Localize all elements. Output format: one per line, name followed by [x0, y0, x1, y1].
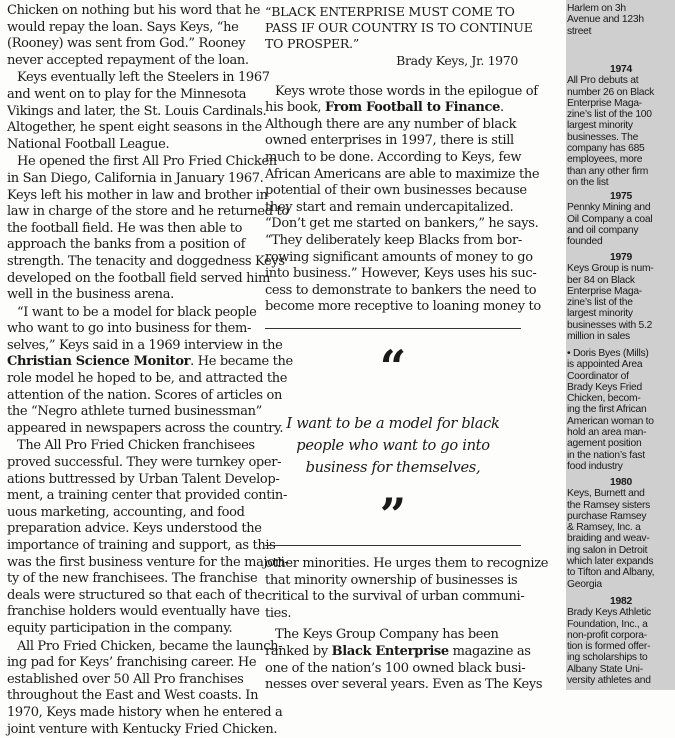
text-line: largest minority: [567, 120, 633, 132]
text-line: and went on to play for the Minnesota: [7, 86, 247, 102]
text-line: food industry: [567, 460, 623, 472]
book-title: From Football to Finance: [324, 100, 501, 116]
pull-quote-text: [265, 413, 521, 479]
text-line: businesses. The: [567, 131, 639, 143]
text-line: non-profit corpora-: [567, 629, 647, 641]
paragraph: [7, 304, 293, 438]
paragraph: [7, 638, 283, 738]
text-line: the football field. He was then able to: [7, 220, 243, 236]
text-line: and oil company: [567, 224, 639, 236]
open-quote-mark: “: [379, 340, 407, 394]
text-line: Chicken, becom-: [567, 393, 641, 405]
text-line: ations buttressed by Urban Talent Develop-: [7, 471, 280, 487]
timeline-entry-1982: [567, 596, 675, 686]
text-line: importance of training and support, as this: [7, 538, 276, 553]
timeline-entry-1980: [567, 477, 675, 590]
text-line: zine’s list of the 100: [567, 109, 652, 121]
text-line: employees, more: [567, 154, 643, 166]
text-line: Albany State Uni-: [567, 663, 643, 675]
text-line: Keys left his mother in law and brother in: [7, 187, 268, 203]
quote-attribution: Brady Keys, Jr. 1970: [396, 53, 518, 68]
text-line: “I want to be a model for black people: [17, 304, 257, 320]
text-line: business for themselves,: [305, 459, 481, 476]
text-line: ty of the new franchisees. The franchise: [7, 571, 258, 587]
text-line: deals were structured so that each of the: [7, 587, 265, 603]
text-line: Oil Company a coal: [567, 213, 653, 225]
text-line: Georgia: [567, 578, 602, 590]
text-line: the “Negro athlete turned businessman”: [7, 404, 262, 420]
text-line: Keys eventually left the Steelers in 1967: [17, 70, 270, 86]
text-line: attention of the nation. Scores of articles on: [7, 387, 283, 403]
text-line: “They deliberately keep Blacks from bor-: [265, 232, 522, 248]
text-line: who want to go into business for them-: [7, 321, 252, 337]
text-line: All Pro debuts at: [567, 75, 639, 87]
text-line: owned enterprises in 1997, there is still: [265, 133, 514, 149]
text-line: zine’s list of the: [567, 297, 633, 309]
text-line: tion is formed offer-: [567, 641, 651, 653]
text-line: company has 685: [567, 143, 645, 155]
timeline-year: 1975: [610, 191, 632, 202]
text-line: role model he hoped to be, and attracted the: [7, 371, 288, 387]
text-line: Brady Keys Athletic: [567, 607, 651, 619]
text-line: founded: [567, 236, 603, 248]
text-line: nesses over several years. Even as The Keys: [265, 677, 543, 693]
text-line: Coordinator of: [567, 370, 629, 382]
timeline-year: 1979: [610, 252, 632, 263]
text-line: appeared in newspapers across the country.: [7, 420, 284, 436]
pull-quote: [265, 335, 521, 542]
text-line: established over 50 All Pro franchises: [7, 671, 244, 687]
text-line: Altogether, he spent eight seasons in the: [7, 120, 262, 136]
timeline-intro: [567, 3, 675, 37]
text-line: [265, 643, 531, 661]
text-line: Although there are any number of black: [265, 116, 517, 132]
text-line: to Tifton and Albany,: [567, 567, 655, 579]
text-line: Keys wrote those words in the epilogue of: [275, 83, 538, 99]
text-fragment: . He became the: [190, 354, 293, 370]
text-line: one of the nation’s 100 owned black busi-: [265, 660, 526, 676]
paragraph: [7, 154, 289, 303]
text-line: PASS IF OUR COUNTRY IS TO CONTINUE: [265, 20, 533, 35]
text-line: All Pro Fried Chicken, became the launch-: [17, 638, 283, 654]
text-line: into business.” However, Keys uses his suc-: [265, 266, 537, 282]
text-line: strength. The tenacity and doggedness Keys: [7, 253, 285, 269]
text-line: Pennky Mining and: [567, 202, 651, 214]
paragraph: [265, 556, 549, 622]
text-line: ties.: [265, 605, 292, 621]
text-fragment: .: [500, 100, 504, 116]
timeline-year: 1982: [610, 596, 632, 607]
close-quote-mark: ”: [379, 488, 407, 542]
text-line: & Ramsey, Inc. a: [567, 522, 641, 534]
paragraph: [7, 70, 270, 153]
text-line: hold an area man-: [567, 427, 647, 439]
text-fragment: ranked by: [265, 643, 332, 659]
text-line: Foundation, Inc., a: [567, 618, 648, 630]
newspaper-name: Christian Science Monitor: [7, 354, 191, 370]
text-line: versity athletes and: [567, 675, 651, 687]
text-line: The All Pro Fried Chicken franchisees: [17, 438, 255, 454]
text-line: The Keys Group Company has been: [275, 627, 499, 643]
text-line: American woman to: [567, 415, 654, 427]
text-line: in San Diego, California in January 1967.: [7, 170, 264, 186]
text-line: number 26 on Black: [567, 86, 655, 98]
text-line: Keys Group is num-: [567, 263, 654, 275]
text-line: uous marketing, accounting, and food: [7, 504, 245, 520]
text-line: [265, 100, 518, 117]
text-line: He opened the first All Pro Fried Chicken: [17, 154, 277, 170]
text-line: street: [567, 25, 592, 37]
text-line: ment, a training center that provided contin-: [7, 488, 287, 504]
text-line: African Americans are able to maximize the: [265, 166, 540, 182]
paragraph: [265, 627, 543, 693]
text-line: 1970, Keys made history when he entered a: [7, 704, 283, 720]
timeline-entry-1974: [567, 64, 675, 188]
pull-quote-bottom-rule: [265, 545, 521, 546]
text-line: that minority ownership of businesses is: [265, 572, 518, 588]
text-line: ing salon in Detroit: [567, 544, 648, 556]
text-line: I want to be a model for black: [286, 415, 500, 432]
text-line: Avenue and 123h: [567, 14, 644, 26]
text-line: is appointed Area: [567, 359, 643, 371]
text-line: Enterprise Maga-: [567, 97, 642, 109]
timeline-year: 1980: [610, 477, 632, 488]
text-line: critical to the survival of urban communi-: [265, 589, 525, 605]
text-line: businesses with 5.2: [567, 319, 653, 331]
paragraph: [7, 3, 261, 69]
text-line: “BLACK ENTERPRISE MUST COME TO: [265, 4, 515, 19]
text-line: preparation advice. Keys understood the: [7, 521, 262, 537]
text-line: Brady Keys Fried: [567, 381, 642, 393]
text-line: Enterprise Maga-: [567, 285, 642, 297]
text-line: on the list: [567, 176, 609, 188]
text-fragment: magazine as: [448, 643, 531, 659]
text-line: become more receptive to loaning money to: [265, 299, 541, 315]
text-line: law in charge of the store and he returned to: [7, 204, 289, 220]
text-line: ing the first African: [567, 404, 647, 416]
text-line: approach the banks from a position of: [7, 237, 246, 253]
text-line: well in the business arena.: [7, 287, 174, 303]
text-line: Vikings and later, the St. Louis Cardinals.: [7, 103, 267, 119]
text-line: (Rooney) was sent from God.” Rooney: [7, 36, 246, 52]
pull-quote-top-rule: [265, 328, 521, 329]
text-line: potential of their own businesses because: [265, 183, 527, 199]
text-line: was the first business venture for the majori-: [7, 554, 289, 570]
text-line: • Doris Byes (Mills): [567, 348, 649, 359]
text-line: the Ramsey sisters: [567, 499, 651, 511]
paragraph: [265, 83, 541, 316]
text-line: Harlem on 3h: [567, 3, 626, 14]
text-line: never accepted repayment of the loan.: [7, 52, 249, 68]
text-line: people who want to go into: [296, 437, 490, 454]
timeline-entry-1975: [567, 191, 675, 247]
text-line: largest minority: [567, 308, 633, 320]
text-line: joint venture with Kentucky Fried Chicken.: [7, 721, 278, 737]
timeline-year: 1974: [610, 64, 632, 75]
text-line: agement position: [567, 438, 642, 450]
text-line: which later expands: [567, 556, 654, 568]
text-line: Chicken on nothing but his word that he: [7, 3, 261, 18]
text-line: ing pad for Keys’ franchising career. He: [7, 655, 257, 671]
text-line: [7, 354, 293, 371]
magazine-name: Black Enterprise: [331, 643, 449, 659]
text-line: other minorities. He urges them to recognize: [265, 556, 549, 571]
text-line: they start and remain undercapitalized.: [265, 199, 514, 215]
text-line: cess to demonstrate to bankers the need to: [265, 282, 537, 298]
text-line: much to be done. According to Keys, few: [265, 149, 522, 165]
article-column-2-continued: [265, 556, 549, 694]
text-line: developed on the football field served him: [7, 270, 270, 286]
text-line: ber 84 on Black: [567, 274, 635, 286]
text-line: braiding and weav-: [567, 533, 650, 545]
text-line: selves,” Keys said in a 1969 interview in the: [7, 337, 283, 353]
text-fragment: his book,: [265, 100, 325, 116]
text-line: than any other firm: [567, 165, 649, 177]
text-line: equity participation in the company.: [7, 620, 233, 636]
text-line: purchase Ramsey: [567, 510, 647, 522]
text-line: National Football League.: [7, 136, 170, 152]
text-line: TO PROSPER.”: [265, 36, 360, 51]
article-column-2: [265, 0, 541, 316]
text-line: rowing significant amounts of money to go: [265, 249, 533, 265]
text-line: million in sales: [567, 331, 630, 343]
text-line: in the nation’s fast: [567, 449, 645, 461]
text-line: “Don’t get me started on bankers,” he says.: [265, 216, 539, 232]
text-line: proved successful. They were turnkey oper-: [7, 455, 282, 471]
timeline-entry-1979: [567, 252, 675, 342]
text-line: would repay the loan. Says Keys, “he: [7, 19, 239, 35]
timeline-entry-bullet: [567, 348, 675, 472]
epigraph-quote: [265, 4, 533, 70]
text-line: Keys, Burnett and: [567, 488, 645, 500]
text-line: franchise holders would eventually have: [7, 604, 260, 620]
quote-text: [265, 4, 533, 52]
text-line: ing scholarships to: [567, 652, 648, 664]
text-line: throughout the East and West coasts. In: [7, 688, 259, 704]
